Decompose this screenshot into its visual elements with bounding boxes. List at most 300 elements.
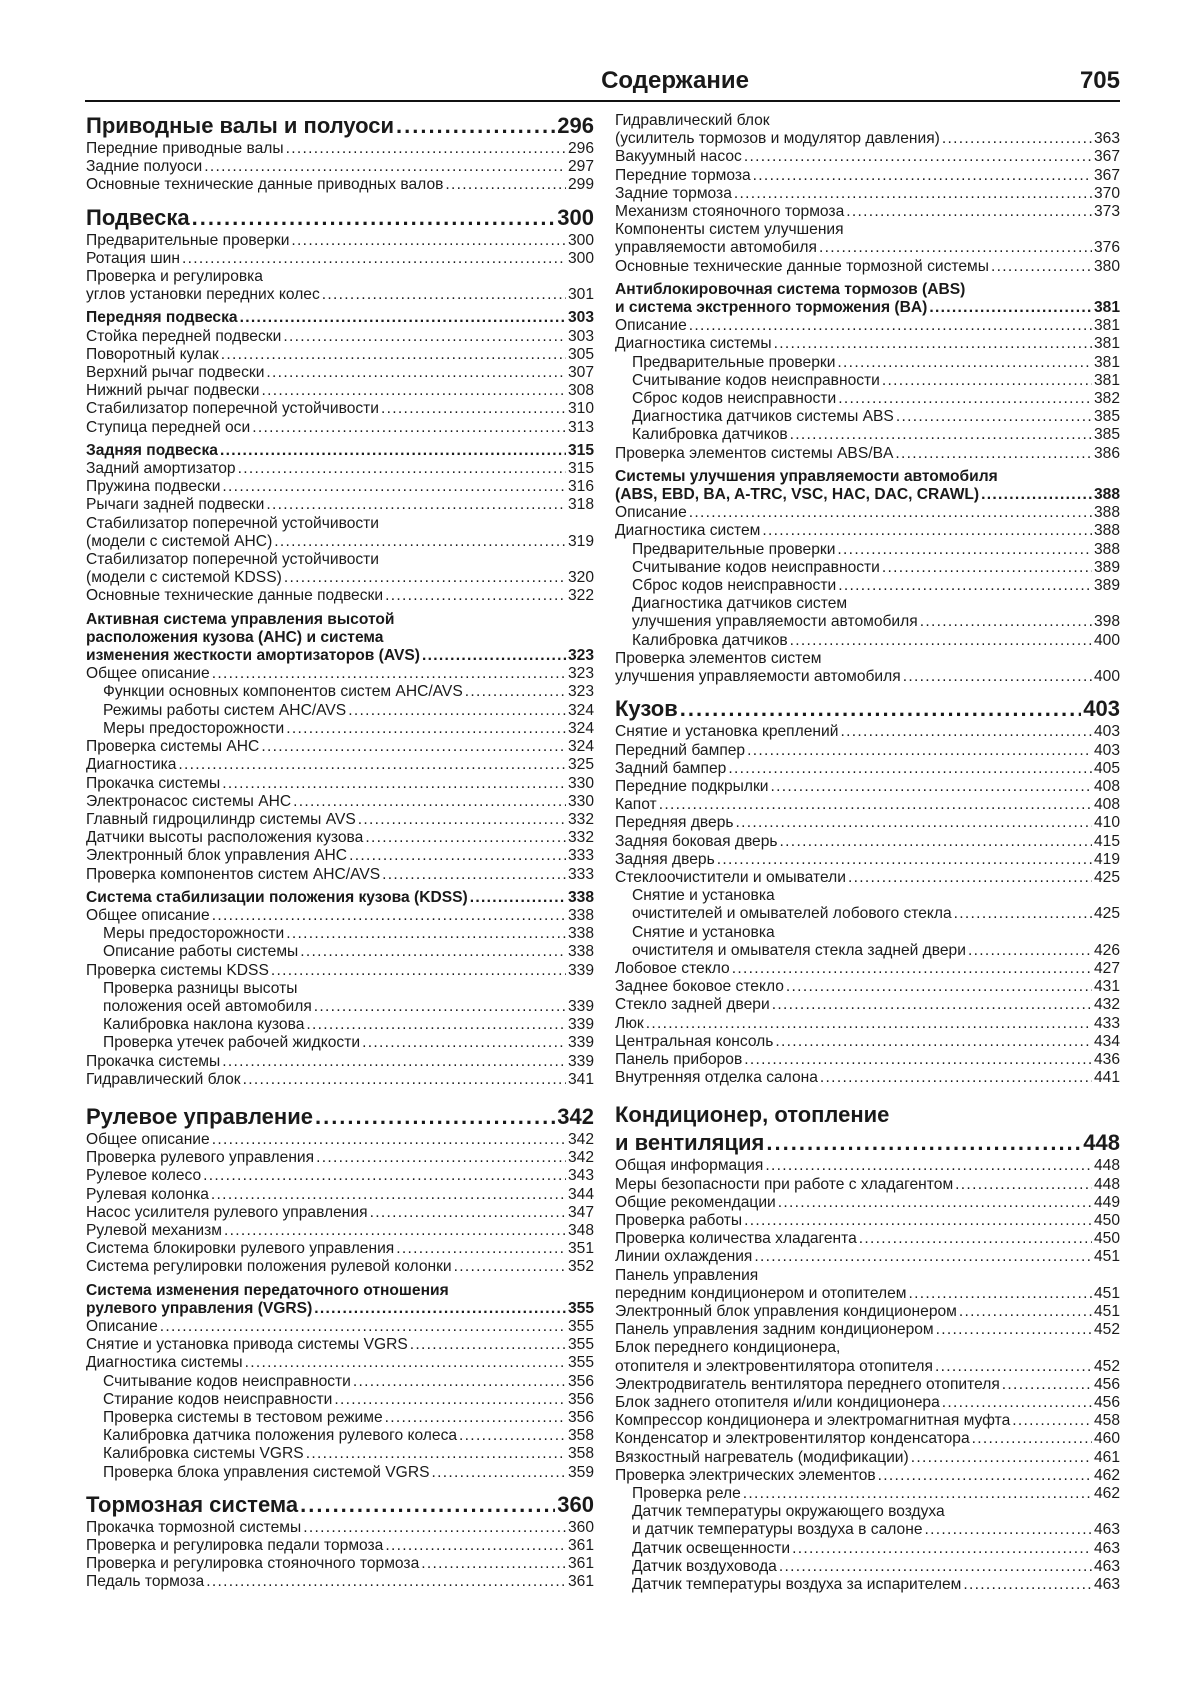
toc-entry[interactable] [86, 364, 594, 382]
toc-entry-title: Передние тормоза [615, 166, 751, 184]
dot-leader [744, 1212, 1092, 1230]
toc-entry-title: Проверка системы в тестовом режиме [103, 1409, 383, 1426]
toc-entry[interactable] [86, 1222, 594, 1240]
toc-entry[interactable] [86, 847, 594, 865]
toc-entry-title: и датчик температуры воздуха в салоне [632, 1521, 923, 1539]
dot-leader [315, 1103, 555, 1131]
dot-leader [991, 258, 1092, 276]
toc-entry[interactable] [86, 1573, 594, 1591]
toc-entry[interactable] [615, 541, 1120, 559]
toc-entry-page: 370 [1093, 184, 1120, 202]
toc-entry-page: 385 [1093, 426, 1120, 444]
toc-entry[interactable] [615, 814, 1120, 832]
dot-leader [224, 1222, 566, 1240]
toc-entry[interactable] [615, 1558, 1120, 1576]
toc-entry-title: Лобовое стекло [615, 959, 730, 977]
toc-entry[interactable] [615, 1321, 1120, 1339]
toc-entry[interactable] [86, 665, 594, 683]
toc-entry-page: 348 [567, 1221, 594, 1239]
toc-entry-title: Передние подкрылки [615, 777, 769, 795]
toc-entry-title: Калибровка датчиков [632, 631, 788, 649]
toc-entry[interactable] [615, 390, 1120, 408]
toc-entry[interactable] [615, 258, 1120, 276]
toc-entry[interactable] [86, 775, 594, 793]
toc-entry[interactable] [86, 1258, 594, 1276]
toc-entry-title: Проверка компонентов систем AHC/AVS [86, 865, 381, 883]
toc-entry-page: 296 [557, 113, 594, 138]
toc-entry[interactable] [86, 400, 594, 418]
toc-entry[interactable] [86, 1373, 594, 1391]
toc-entry[interactable] [615, 851, 1120, 869]
toc-entry-page: 303 [567, 327, 594, 345]
toc-entry[interactable] [615, 1467, 1120, 1485]
toc-section[interactable] [86, 309, 594, 327]
toc-line: Панель управления [615, 1266, 759, 1284]
toc-entry[interactable] [615, 1051, 1120, 1069]
toc-entry[interactable] [86, 1336, 594, 1354]
toc-chapter[interactable] [86, 112, 594, 140]
toc-entry-page: 388 [1093, 522, 1120, 540]
toc-entry-page: 323 [567, 683, 594, 701]
toc-entry[interactable] [86, 1131, 594, 1149]
dot-leader [274, 533, 566, 551]
dot-leader [878, 1467, 1092, 1485]
toc-entry-title: и вентиляция [615, 1130, 765, 1156]
toc-entry-title: Проверка реле [632, 1485, 741, 1503]
toc-entry[interactable] [615, 504, 1120, 522]
toc-entry-page: 300 [567, 231, 594, 249]
toc-entry[interactable] [615, 1303, 1120, 1321]
toc-entry-title: Стабилизатор поперечной устойчивости [86, 400, 380, 418]
toc-entry[interactable] [86, 460, 594, 478]
toc-entry-page: 452 [1093, 1321, 1120, 1339]
toc-entry[interactable] [86, 943, 594, 961]
toc-entry[interactable] [86, 702, 594, 720]
toc-entry-title: Вакуумный насос [615, 148, 742, 166]
toc-entry-page: 303 [567, 309, 594, 327]
toc-entry-page: 388 [1093, 504, 1120, 522]
toc-entry-title: Задние полуоси [86, 158, 203, 176]
toc-entry-title: Поворотный кулак [86, 345, 219, 363]
toc-entry[interactable] [86, 569, 594, 587]
toc-entry[interactable] [615, 148, 1120, 166]
toc-entry[interactable] [615, 723, 1120, 741]
toc-entry-title: Проверка электрических элементов [615, 1466, 876, 1484]
toc-entry[interactable] [86, 140, 594, 158]
toc-entry-page: 332 [567, 829, 594, 847]
toc-entry-title: Описание [615, 504, 687, 522]
dot-leader [222, 478, 566, 496]
toc-entry[interactable] [615, 613, 1120, 631]
toc-chapter[interactable] [615, 695, 1120, 723]
toc-entry[interactable] [86, 793, 594, 811]
toc-entry-title: Калибровка наклона кузова [103, 1016, 305, 1034]
toc-entry-page: 376 [1093, 239, 1120, 257]
toc-entry[interactable] [615, 203, 1120, 221]
toc-section[interactable] [615, 299, 1120, 317]
toc-entry-title: Проверка и регулировка педали тормоза [86, 1537, 384, 1555]
toc-section[interactable] [615, 486, 1120, 504]
dot-leader [212, 1131, 566, 1149]
dot-leader [786, 978, 1092, 996]
toc-entry[interactable] [86, 811, 594, 829]
toc-entry[interactable] [615, 760, 1120, 778]
toc-entry-title: Калибровка датчиков [632, 426, 788, 444]
toc-entry-title: Рулевое колесо [86, 1167, 202, 1185]
toc-entry[interactable] [86, 533, 594, 551]
dot-leader [780, 833, 1092, 851]
toc-entry-page: 339 [567, 961, 594, 979]
toc-entry[interactable] [86, 1167, 594, 1185]
toc-entry-title: Верхний рычаг подвески [86, 364, 265, 382]
toc-entry[interactable] [86, 998, 594, 1016]
toc-entry-page: 460 [1093, 1430, 1120, 1448]
toc-entry-title: углов установки передних колес [86, 286, 320, 304]
toc-entry[interactable] [86, 1391, 594, 1409]
toc-entry[interactable] [86, 720, 594, 738]
dot-leader [920, 613, 1092, 631]
toc-entry-title: положения осей автомобиля [103, 997, 312, 1015]
toc-entry-page: 315 [567, 441, 594, 459]
toc-entry[interactable] [86, 176, 594, 194]
toc-entry[interactable] [615, 1358, 1120, 1376]
dot-leader [754, 1248, 1092, 1266]
toc-entry[interactable] [615, 185, 1120, 203]
toc-chapter[interactable] [86, 1491, 594, 1519]
toc-entry[interactable] [86, 1409, 594, 1427]
toc-entry-title: Рулевой механизм [86, 1221, 222, 1239]
toc-line: Диагностика датчиков систем [632, 595, 848, 613]
toc-entry[interactable] [615, 522, 1120, 540]
toc-entry[interactable] [615, 1069, 1120, 1087]
dot-leader [936, 1321, 1092, 1339]
toc-entry-title: Приводные валы и полуоси [86, 113, 394, 138]
toc-entry[interactable] [86, 1053, 594, 1071]
dot-leader [212, 907, 566, 925]
toc-entry[interactable] [615, 833, 1120, 851]
toc-entry-page: 436 [1093, 1050, 1120, 1068]
toc-entry-title: Калибровка системы VGRS [103, 1445, 304, 1463]
dot-leader [204, 158, 566, 176]
toc-entry-page: 324 [567, 719, 594, 737]
toc-entry-title: Проверка работы [615, 1211, 743, 1229]
toc-entry[interactable] [86, 1445, 594, 1463]
toc-entry[interactable] [615, 1248, 1120, 1266]
dot-leader [220, 442, 566, 460]
toc-entry[interactable] [615, 1430, 1120, 1448]
toc-entry-title: Прокачка системы [86, 1052, 221, 1070]
toc-entry[interactable] [86, 907, 594, 925]
toc-entry[interactable] [615, 1521, 1120, 1539]
toc-entry[interactable] [86, 419, 594, 437]
toc-entry[interactable] [86, 1354, 594, 1372]
dot-leader [838, 390, 1092, 408]
toc-entry-page: 323 [567, 665, 594, 683]
toc-entry-page: 355 [567, 1354, 594, 1372]
toc-entry[interactable] [86, 1555, 594, 1573]
toc-entry[interactable] [86, 1427, 594, 1445]
toc-line: Гидравлический блок [615, 112, 770, 129]
toc-entry-page: 315 [567, 460, 594, 478]
toc-entry-title: рулевого управления (VGRS) [86, 1299, 313, 1317]
toc-entry-page: 310 [567, 400, 594, 418]
toc-section[interactable] [86, 647, 594, 665]
toc-entry[interactable] [86, 478, 594, 496]
toc-entry[interactable] [86, 1034, 594, 1052]
toc-entry-page: 297 [567, 158, 594, 176]
toc-entry[interactable] [615, 668, 1120, 686]
toc-section[interactable] [86, 1300, 594, 1318]
toc-entry[interactable] [615, 796, 1120, 814]
toc-entry-page: 452 [1093, 1357, 1120, 1375]
toc-entry-page: 381 [1093, 371, 1120, 389]
toc-entry[interactable] [86, 286, 594, 304]
dot-leader [211, 1186, 566, 1204]
toc-line: Датчик температуры окружающего воздуха [632, 1503, 945, 1521]
toc-entry-title: Предварительные проверки [86, 231, 290, 249]
toc-entry[interactable] [615, 577, 1120, 595]
toc-entry-title: Внутренняя отделка салона [615, 1069, 818, 1087]
dot-leader [286, 720, 566, 738]
toc-entry[interactable] [86, 496, 594, 514]
toc-entry-title: Компрессор кондиционера и электромагнитная муфта [615, 1412, 1011, 1430]
toc-entry[interactable] [86, 829, 594, 847]
toc-entry[interactable] [86, 1240, 594, 1258]
dot-leader [286, 140, 566, 158]
dot-leader [942, 130, 1092, 148]
dot-leader [689, 317, 1092, 335]
toc-entry[interactable] [86, 1519, 594, 1537]
dot-leader [689, 504, 1092, 522]
toc-entry[interactable] [86, 587, 594, 605]
toc-entry-title: Считывание кодов неисправности [632, 558, 880, 576]
toc-entry[interactable] [86, 232, 594, 250]
toc-entry-title: Датчик воздуховода [632, 1557, 777, 1575]
dot-leader [266, 496, 566, 514]
toc-entry[interactable] [86, 1318, 594, 1336]
toc-entry[interactable] [86, 1016, 594, 1034]
dot-leader [396, 112, 555, 140]
dot-leader [465, 683, 566, 701]
toc-entry-page: 299 [567, 176, 594, 194]
dot-leader [182, 250, 566, 268]
toc-entry[interactable] [615, 372, 1120, 390]
toc-entry[interactable] [615, 1285, 1120, 1303]
toc-entry-title: Считывание кодов неисправности [632, 371, 880, 389]
toc-entry-title: Задняя боковая дверь [615, 832, 778, 850]
toc-entry-page: 432 [1093, 996, 1120, 1014]
dot-leader [911, 1449, 1092, 1467]
toc-line: Активная система управления высотой [86, 610, 395, 628]
dot-leader [790, 632, 1092, 650]
toc-entry-page: 323 [567, 647, 594, 665]
dot-leader [1002, 1376, 1092, 1394]
toc-entry-title: Центральная консоль [615, 1032, 774, 1050]
dot-leader [261, 738, 566, 756]
toc-entry-page: 342 [557, 1103, 594, 1129]
toc-entry-page: 338 [567, 888, 594, 906]
toc-entry[interactable] [86, 328, 594, 346]
toc-entry[interactable] [615, 996, 1120, 1014]
toc-entry-page: 405 [1093, 759, 1120, 777]
toc-entry[interactable] [86, 738, 594, 756]
dot-leader [908, 1285, 1092, 1303]
dot-leader [306, 1445, 566, 1463]
dot-leader [743, 1485, 1092, 1503]
toc-entry[interactable] [615, 1230, 1120, 1248]
toc-entry[interactable] [615, 1376, 1120, 1394]
toc-entry[interactable] [615, 130, 1120, 148]
dot-leader [820, 1069, 1092, 1087]
toc-entry-page: 367 [1093, 148, 1120, 166]
dot-leader [744, 148, 1092, 166]
toc-entry-title: Педаль тормоза [86, 1573, 205, 1591]
toc-line: Проверка и регулировка [86, 268, 263, 286]
toc-entry-title: Тормозная система [86, 1491, 299, 1517]
toc-entry[interactable] [615, 869, 1120, 887]
toc-entry[interactable] [615, 408, 1120, 426]
toc-entry[interactable] [615, 1015, 1120, 1033]
toc-entry-title: Люк [615, 1014, 644, 1032]
toc-entry[interactable] [615, 1194, 1120, 1212]
dot-leader [954, 905, 1092, 923]
dot-leader [775, 1033, 1092, 1051]
toc-entry-page: 463 [1093, 1557, 1120, 1575]
toc-entry[interactable] [86, 866, 594, 884]
toc-entry[interactable] [86, 925, 594, 943]
toc-entry-page: 463 [1093, 1521, 1120, 1539]
toc-entry[interactable] [615, 1540, 1120, 1558]
dot-leader [925, 1521, 1092, 1539]
toc-entry-page: 382 [1093, 390, 1120, 408]
toc-entry-page: 355 [567, 1317, 594, 1335]
toc-entry-page: 451 [1093, 1302, 1120, 1320]
toc-entry[interactable] [615, 960, 1120, 978]
toc-entry[interactable] [615, 1412, 1120, 1430]
toc-entry[interactable] [615, 167, 1120, 185]
toc-entry-page: 434 [1093, 1032, 1120, 1050]
toc-entry[interactable] [86, 158, 594, 176]
toc-entry[interactable] [86, 1537, 594, 1555]
toc-entry-title: Сброс кодов неисправности [632, 390, 837, 408]
dot-leader [778, 1194, 1092, 1212]
toc-entry[interactable] [615, 239, 1120, 257]
toc-entry-page: 425 [1093, 905, 1120, 923]
toc-entry[interactable] [615, 1449, 1120, 1467]
toc-entry[interactable] [615, 445, 1120, 463]
toc-entry[interactable] [86, 250, 594, 268]
toc-entry[interactable] [86, 962, 594, 980]
toc-entry[interactable] [615, 778, 1120, 796]
dot-leader [266, 364, 566, 382]
toc-chapter[interactable] [615, 1129, 1120, 1157]
toc-entry[interactable] [615, 632, 1120, 650]
toc-entry[interactable] [86, 683, 594, 701]
toc-entry-title: Диагностика системы [86, 1354, 243, 1372]
toc-entry[interactable] [615, 942, 1120, 960]
dot-leader [459, 1427, 566, 1445]
toc-entry-title: Рулевая колонка [86, 1185, 209, 1203]
toc-entry[interactable] [86, 1071, 594, 1089]
toc-entry-page: 324 [567, 701, 594, 719]
toc-entry-title: Передняя подвеска [86, 309, 238, 327]
toc-chapter[interactable] [86, 204, 594, 232]
toc-entry[interactable] [615, 354, 1120, 372]
toc-entry[interactable] [615, 1176, 1120, 1194]
toc-section[interactable] [86, 442, 594, 460]
toc-entry[interactable] [615, 317, 1120, 335]
toc-section[interactable] [86, 889, 594, 907]
toc-entry-page: 344 [567, 1185, 594, 1203]
toc-entry-page: 381 [1093, 299, 1120, 317]
toc-entry[interactable] [615, 559, 1120, 577]
toc-entry-title: Стекло задней двери [615, 996, 770, 1014]
toc-line: Компоненты систем улучшения [615, 221, 844, 239]
toc-entry[interactable] [615, 1394, 1120, 1412]
toc-entry[interactable] [615, 742, 1120, 760]
toc-entry-title: Передняя дверь [615, 814, 734, 832]
toc-entry[interactable] [615, 978, 1120, 996]
toc-entry[interactable] [615, 1576, 1120, 1594]
dot-leader [963, 1576, 1092, 1594]
toc-entry-page: 373 [1093, 203, 1120, 221]
toc-line: Антиблокировочная система тормозов (ABS) [615, 280, 966, 298]
toc-entry-page: 333 [567, 865, 594, 883]
toc-line: Проверка элементов систем [615, 649, 822, 667]
dot-leader [240, 309, 566, 327]
toc-entry[interactable] [86, 1464, 594, 1482]
toc-entry[interactable] [86, 756, 594, 774]
toc-chapter[interactable] [86, 1103, 594, 1131]
toc-entry-page: 347 [567, 1203, 594, 1221]
dot-leader [353, 1373, 566, 1391]
toc-entry[interactable] [615, 1212, 1120, 1230]
toc-entry-title: передним кондиционером и отопителем [615, 1284, 907, 1302]
toc-entry[interactable] [86, 1204, 594, 1222]
toc-entry-title: Режимы работы систем AHC/AVS [103, 701, 347, 719]
toc-entry[interactable] [86, 382, 594, 400]
toc-entry-title: Рычаги задней подвески [86, 496, 265, 514]
toc-entry[interactable] [615, 1033, 1120, 1051]
toc-entry[interactable] [615, 426, 1120, 444]
toc-entry-title: Прокачка тормозной системы [86, 1518, 302, 1536]
toc-entry[interactable] [615, 1157, 1120, 1175]
toc-entry-title: (модели с системой AHC) [86, 532, 273, 550]
dot-leader [283, 328, 566, 346]
dot-leader [445, 176, 566, 194]
toc-entry[interactable] [86, 1186, 594, 1204]
toc-entry-title: Диагностика датчиков системы ABS [632, 408, 894, 426]
toc-entry-page: 358 [567, 1427, 594, 1445]
toc-entry[interactable] [86, 346, 594, 364]
toc-entry-page: 381 [1093, 317, 1120, 335]
toc-entry-title: Стойка передней подвески [86, 327, 282, 345]
toc-entry-title: Датчик температуры воздуха за испарителем [632, 1576, 962, 1594]
toc-entry-page: 463 [1093, 1576, 1120, 1594]
dot-leader [772, 996, 1092, 1014]
toc-entry-page: 410 [1093, 814, 1120, 832]
toc-entry[interactable] [615, 1485, 1120, 1503]
toc-entry-title: Вязкостный нагреватель (модификации) [615, 1448, 909, 1466]
toc-entry[interactable] [615, 905, 1120, 923]
dot-leader [358, 811, 566, 829]
toc-entry[interactable] [615, 335, 1120, 353]
toc-entry-title: Общая информация [615, 1157, 764, 1175]
toc-entry[interactable] [86, 1149, 594, 1167]
toc-entry-title: Капот [615, 796, 657, 814]
toc-entry-title: Описание [86, 1317, 158, 1335]
toc-entry-title: Считывание кодов неисправности [103, 1372, 351, 1390]
